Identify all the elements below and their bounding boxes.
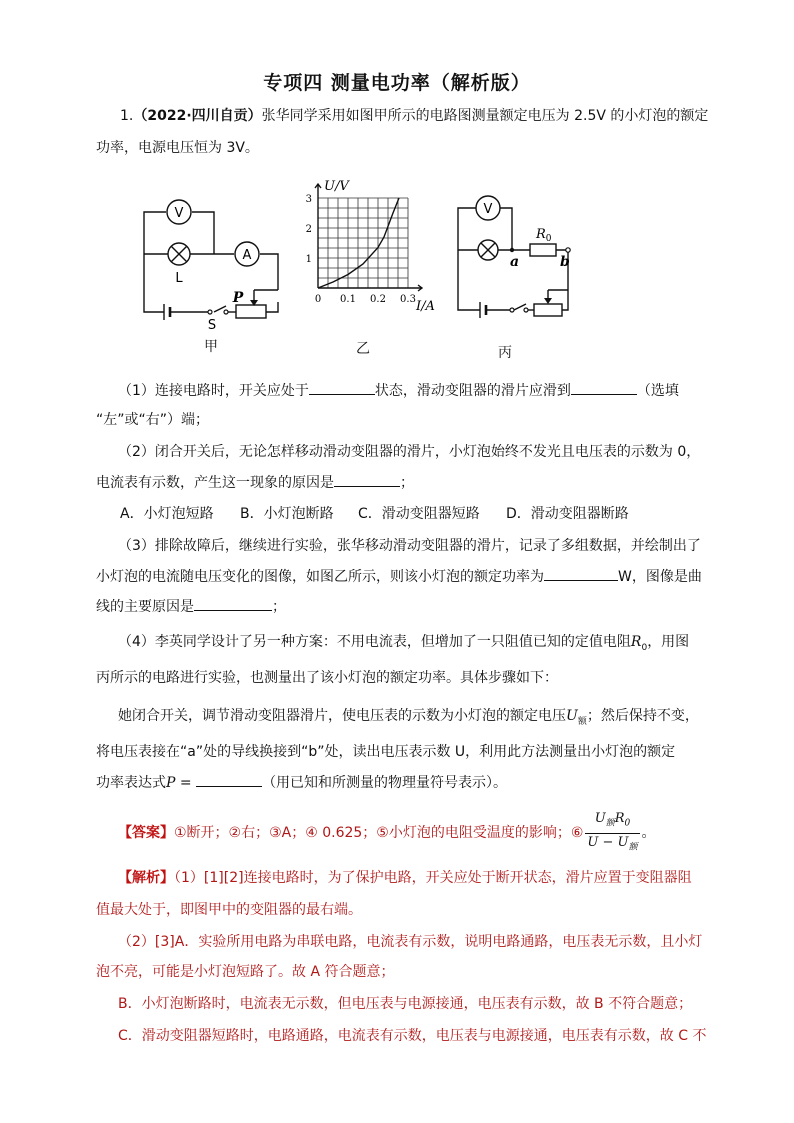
point-b-label: b — [560, 254, 570, 270]
part3-text-e: ； — [272, 599, 286, 615]
part4-r-symbol: R — [630, 634, 642, 650]
part1-text-b: 状态，滑动变阻器的滑片应滑到 — [374, 383, 571, 399]
chart-x-tick-label: 0.1 — [340, 294, 356, 305]
question-stem-2: 功率，电源电压恒为 3V。 — [96, 140, 259, 156]
part3-text-b: 小灯泡的电流随电压变化的图像，如图乙所示，则该小灯泡的额定功率为 — [96, 569, 544, 585]
figure-bing — [448, 190, 598, 328]
answer-end: 。 — [641, 825, 656, 842]
analysis-line1 — [118, 868, 692, 888]
analysis-text-1: （1）[1][2]连接电路时，为了保护电路，开关应处于断开状态，滑片应置于变阻器阻 — [174, 870, 692, 886]
lamp-label: L — [175, 271, 183, 286]
blank-4[interactable] — [544, 566, 618, 581]
chart-x-tick-label: 0 — [314, 294, 322, 305]
part4-r-sub: 0 — [641, 642, 648, 653]
part4-u-symbol: U — [566, 708, 578, 724]
page-title: 专项四 测量电功率（解析版） — [263, 72, 531, 94]
blank-6[interactable] — [196, 772, 262, 787]
answer-text: ①断开；②右；③A；④ 0.625；⑤小灯泡的电阻受温度的影响；⑥ — [174, 825, 584, 842]
part3-line3 — [96, 596, 286, 617]
part2-text-b: 电流表有示数，产生这一现象的原因是 — [96, 475, 334, 491]
option-c[interactable]: C．滑动变阻器短路 — [358, 506, 480, 522]
part4-line5 — [96, 772, 507, 793]
analysis-label: 【解析】 — [118, 870, 174, 886]
blank-5[interactable] — [194, 596, 272, 611]
voltmeter-label: V — [483, 202, 493, 217]
chart-y-tick-label: 3 — [305, 194, 312, 205]
figure-yi-chart — [300, 176, 460, 316]
question-line-1 — [120, 106, 708, 126]
figure-yi-caption: 乙 — [356, 341, 370, 357]
chart-x-axis-label: I/A — [416, 299, 435, 314]
wire — [192, 212, 214, 254]
part4-line1 — [118, 632, 689, 658]
chart-x-tick-label: 0.2 — [370, 294, 386, 305]
slider-label: P — [232, 290, 244, 306]
answer-label: 【答案】 — [118, 825, 174, 842]
part1-line2: “左”或“右”）端； — [96, 412, 210, 428]
option-b[interactable]: B．小灯泡断路 — [240, 506, 334, 522]
figure-bing-caption: 丙 — [498, 345, 512, 361]
part3-line2 — [96, 566, 702, 587]
option-d[interactable]: D．滑动变阻器断路 — [506, 506, 629, 522]
chart-series-line — [318, 198, 399, 288]
analysis-line4: 泡不亮，可能是小灯泡短路了。故 A 符合题意； — [96, 964, 395, 980]
analysis-line6: C．滑动变阻器短路时，电路通路，电流表有示数，电压表与电源接通，电压表有示数，故 C 不 — [118, 1028, 707, 1044]
part4-text-a: （4）李英同学设计了另一种方案：不用电流表，但增加了一只阻值已知的定值电阻 — [118, 634, 631, 650]
figure-jia — [128, 188, 298, 333]
chart-x-tick-label: 0.3 — [400, 294, 416, 305]
fraction-denominator: $U - U_额$ — [587, 834, 638, 853]
part1-text-a: （1）连接电路时，开关应处于 — [118, 383, 309, 399]
part2-line2 — [96, 472, 414, 493]
part4-p-symbol: P — [166, 775, 176, 791]
resistor-label: $R_0$ — [536, 227, 552, 244]
question-number: 1. — [120, 108, 134, 124]
part4-line2: 丙所示的电路进行实验，也测量出了该小灯泡的额定功率。具体步骤如下： — [96, 670, 558, 686]
part2-line1: （2）闭合开关后，无论怎样移动滑动变阻器的滑片，小灯泡始终不发光且电压表的示数为 0， — [118, 444, 701, 460]
wire — [144, 212, 166, 254]
part4-text-g: 功率表达式 — [96, 775, 166, 791]
option-a[interactable]: A．小灯泡短路 — [120, 506, 214, 522]
blank-1[interactable] — [309, 380, 375, 395]
blank-3[interactable] — [334, 472, 400, 487]
figure-jia-caption: 甲 — [204, 339, 218, 355]
analysis-line2: 值最大处于，即图甲中的变阻器的最右端。 — [96, 902, 362, 918]
part4-text-e: ；然后保持不变， — [586, 708, 699, 724]
analysis-line5: B．小灯泡断路时，电流表无示数，但电压表与电源接通，电压表有示数，故 B 不符合题意； — [118, 996, 693, 1012]
part3-line1: （3）排除故障后，继续进行实验，张华移动滑动变阻器的滑片，记录了多组数据，并绘制出了 — [118, 538, 701, 554]
part4-u-sub: 额 — [577, 716, 587, 727]
chart-axes — [315, 184, 422, 291]
chart-y-tick-label: 1 — [305, 254, 312, 265]
part4-text-b: ，用图 — [647, 634, 690, 650]
voltmeter-label: V — [174, 206, 184, 221]
part4-line4: 将电压表接在“a”处的导线换接到“b”处，读出电压表示数 U，利用此方法测量出小灯泡的额定 — [96, 744, 676, 760]
part4-eq: = — [175, 775, 197, 791]
analysis-line3: （2）[3]A．实验所用电路为串联电路，电流表有示数，说明电路通路，电压表无示数，且小灯 — [118, 934, 703, 950]
chart-y-axis-label: U/V — [324, 179, 349, 194]
question-source: （2022·四川自贡） — [133, 108, 262, 124]
part4-line3 — [118, 706, 699, 732]
part3-text-c: W，图像是曲 — [618, 569, 702, 585]
answer-line — [118, 810, 656, 853]
part3-text-d: 线的主要原因是 — [96, 599, 194, 615]
switch-label: S — [207, 318, 217, 333]
question-stem-1: 张华同学采用如图甲所示的电路图测量额定电压为 2.5V 的小灯泡的额定 — [261, 108, 709, 124]
point-a-label: a — [510, 254, 520, 270]
ammeter-label: A — [242, 248, 252, 263]
part1-line1 — [118, 380, 679, 401]
part1-text-c: （选填 — [636, 383, 679, 399]
part4-text-d: 她闭合开关，调节滑动变阻器滑片，使电压表的示数为小灯泡的额定电压 — [118, 708, 566, 724]
part2-text-c: ； — [400, 475, 414, 491]
fraction-numerator: $U_额R_0$ — [585, 810, 639, 834]
answer-fraction — [585, 810, 639, 856]
part4-text-h: （用已知和所测量的物理量符号表示）。 — [262, 775, 508, 791]
chart-y-tick-label: 2 — [305, 224, 312, 235]
blank-2[interactable] — [571, 380, 637, 395]
